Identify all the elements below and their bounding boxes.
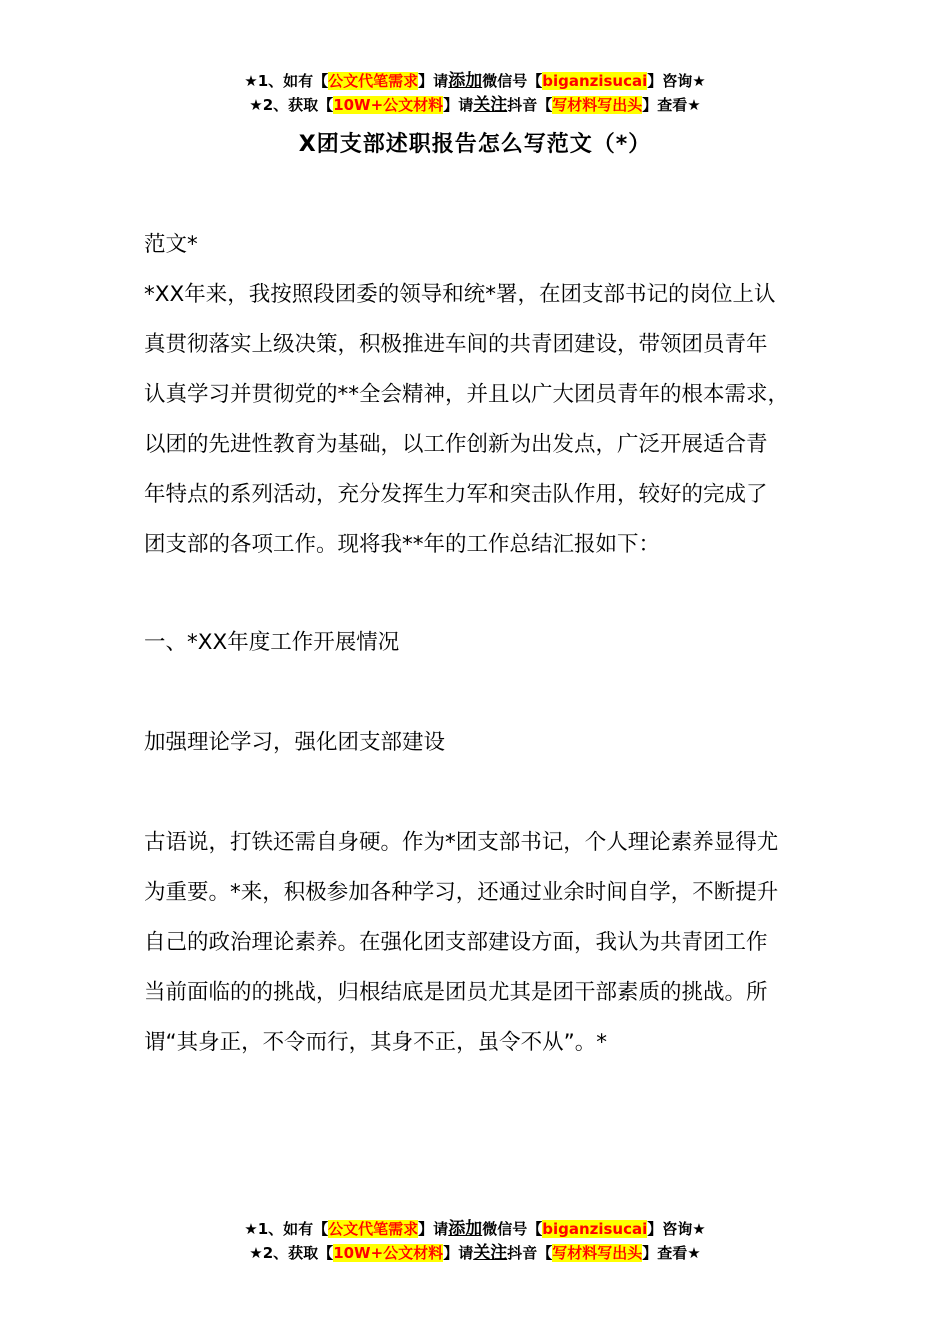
- promo-text: 】咨询★: [647, 1220, 706, 1238]
- paragraph-line: 团支部的各项工作。现将我**年的工作总结汇报如下：: [144, 532, 661, 557]
- promo-text: ★1、如有【: [244, 72, 329, 90]
- document-title: X团支部述职报告怎么写范文（*）: [298, 132, 652, 157]
- paragraph-line: 认真学习并贯彻党的**全会精神，并且以广大团员青年的根本需求，: [144, 382, 790, 407]
- promo-text: 微信号【: [482, 72, 543, 90]
- promo-line-1: [0, 69, 950, 93]
- promo-emphasis: 添加: [448, 71, 483, 91]
- promo-emphasis: 关注: [473, 1243, 508, 1263]
- promo-line-2: [0, 93, 950, 117]
- promo-douyin-id: 写材料写出头: [552, 1244, 643, 1262]
- promo-highlight: 公文代笔需求: [328, 1220, 419, 1238]
- promo-wechat-id: biganzisucai: [542, 1220, 648, 1238]
- paragraph-line: 年特点的系列活动，充分发挥生力军和突击队作用，较好的完成了: [144, 482, 768, 507]
- section-heading: 一、*XX年度工作开展情况: [144, 630, 400, 655]
- promo-text: 】查看★: [642, 96, 701, 114]
- paragraph-line: 当前面临的的挑战，归根结底是团员尤其是团干部素质的挑战。所: [144, 980, 768, 1005]
- sample-label: 范文*: [144, 232, 198, 257]
- sub-heading: 加强理论学习，强化团支部建设: [144, 730, 446, 755]
- promo-text: 】请: [418, 72, 449, 90]
- body-paragraph: [144, 818, 834, 1068]
- promo-douyin-id: 写材料写出头: [552, 96, 643, 114]
- promo-text: ★1、如有【: [244, 1220, 329, 1238]
- paragraph-line: 真贯彻落实上级决策，积极推进车间的共青团建设，带领团员青年: [144, 332, 768, 357]
- intro-paragraph: [144, 270, 834, 570]
- promo-wechat-id: biganzisucai: [542, 72, 648, 90]
- promo-banner-top: [0, 69, 950, 117]
- promo-text: ★2、获取【: [249, 96, 334, 114]
- paragraph-line: 为重要。*来，积极参加各种学习，还通过业余时间自学，不断提升: [144, 880, 779, 905]
- paragraph-line: 自己的政治理论素养。在强化团支部建设方面，我认为共青团工作: [144, 930, 768, 955]
- paragraph-line: *XX年来，我按照段团委的领导和统*署，在团支部书记的岗位上认: [144, 282, 776, 307]
- paragraph-line: 以团的先进性教育为基础，以工作创新为出发点，广泛开展适合青: [144, 432, 768, 457]
- promo-line-2: [0, 1241, 950, 1265]
- promo-highlight: 10W+公文材料: [333, 1244, 444, 1262]
- promo-text: 微信号【: [482, 1220, 543, 1238]
- promo-highlight: 10W+公文材料: [333, 96, 444, 114]
- promo-text: 】请: [443, 96, 474, 114]
- promo-text: ★2、获取【: [249, 1244, 334, 1262]
- promo-highlight: 公文代笔需求: [328, 72, 419, 90]
- promo-line-1: [0, 1217, 950, 1241]
- promo-emphasis: 添加: [448, 1219, 483, 1239]
- promo-text: 】请: [443, 1244, 474, 1262]
- promo-emphasis: 关注: [473, 95, 508, 115]
- paragraph-line: 古语说，打铁还需自身硬。作为*团支部书记，个人理论素养显得尤: [144, 830, 779, 855]
- promo-text: 】查看★: [642, 1244, 701, 1262]
- paragraph-line: 谓“其身正，不令而行，其身不正，虽令不从”。*: [144, 1030, 608, 1055]
- promo-text: 】请: [418, 1220, 449, 1238]
- promo-text: 抖音【: [507, 96, 553, 114]
- promo-text: 】咨询★: [647, 72, 706, 90]
- promo-text: 抖音【: [507, 1244, 553, 1262]
- promo-banner-bottom: [0, 1217, 950, 1265]
